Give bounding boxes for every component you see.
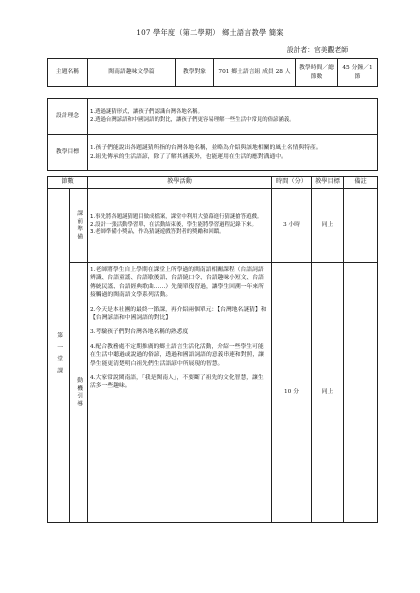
prep-goal: 同上 bbox=[312, 189, 344, 263]
prep-note bbox=[344, 189, 378, 263]
concept-label: 設計理念 bbox=[48, 99, 88, 135]
motivation-goal: 同上 bbox=[312, 263, 344, 523]
header-time: 時間（分） bbox=[272, 177, 312, 189]
prep-activity bbox=[88, 189, 272, 263]
header-session: 節數 bbox=[48, 177, 88, 189]
audience-label: 教學對象 bbox=[176, 59, 214, 87]
prep-line: 1.事先將各題謎猜題目做成檔案，課堂中利用大螢幕進行猜謎搶答遊戲。 bbox=[90, 213, 263, 220]
objective-line: 1.孩子們能說出各題謎猜所指的台灣各地名稱，並略為介紹與該地相關的風土名情與特產。 bbox=[90, 145, 322, 152]
objective-text bbox=[88, 135, 378, 171]
prep-line: 2.設計一張活動學習單，在活動結束後，學生能將學習過程記錄下來。 bbox=[90, 221, 257, 228]
theme-label: 主題名稱 bbox=[48, 59, 88, 87]
designer-line: 設計者：官美觀老師 bbox=[286, 46, 348, 54]
page-title: 107 學年度（第二學期） 鄉土語言教學 簡案 bbox=[136, 28, 284, 37]
motivation-paragraph: 4.大家常說閩南語，「我是閩南人」，不要斷了祖先的文化智慧，讓生活多一些趣味。 bbox=[90, 374, 264, 390]
motivation-label: 動機引導 bbox=[70, 263, 88, 523]
header-note: 備註 bbox=[344, 177, 378, 189]
header-goal: 教學目標 bbox=[312, 177, 344, 189]
concept-text bbox=[88, 99, 378, 135]
motivation-time: 10 分 bbox=[272, 263, 312, 523]
plan-table bbox=[47, 176, 378, 523]
motivation-paragraph: 4.配合教務處不定期推廣的鄉土語言生活化活動，介紹一些學生可能在生活中聽過或說過的俗諺，透過和國語詞語的意義串連和對照，讓學生能更清楚明白祖先們生活語諺中所展現的智慧。 bbox=[90, 343, 264, 367]
header-activity: 教學活動 bbox=[88, 177, 272, 189]
motivation-paragraph: 1.老師將學生自上學期在課堂上所學過的閩南語相關課程（台語詞語辨識、台語童謠、台語歇後語、台語繞口令、台語趣味小短文、台語傳統民謠、台語經典歌曲……）先簡單復習過，讓學生回溯一年來所接觸過的閩南語文學系列活動。 bbox=[90, 267, 264, 299]
concept-line: 2.透過台灣諺語和中國詞語的對比，讓孩子們更容易理解一些生活中常見的俗諺涵義。 bbox=[90, 116, 295, 123]
audience-value: 701 鄉土語言組 成員 28 人 bbox=[214, 59, 296, 87]
prep-line: 3.老師準備小獎品，作為猜謎遊戲答對者的獎勵和回饋。 bbox=[90, 229, 225, 236]
concept-line: 1.透過謎猜形式，讓孩子們認識台灣各地名稱。 bbox=[90, 108, 203, 115]
motivation-note bbox=[344, 263, 378, 523]
objective-line: 2.組先傳承的生活語諺，除了了解其涵義外，也能運用在生活的應對溝通中。 bbox=[90, 153, 287, 160]
objective-label: 教學目標 bbox=[48, 135, 88, 171]
motivation-paragraph: 3.考驗孩子們對台灣各地名稱的熟悉度 bbox=[90, 329, 189, 336]
time-label: 教學時間／總節數 bbox=[296, 59, 338, 87]
theme-value: 閩南語趣味文學篇 bbox=[88, 59, 176, 87]
motivation-paragraph: 2.今天是本社團的最終一節課，再介紹兩個單元：【台灣地名謎猜】和【台灣諺語和中國詞語的對比】 bbox=[90, 306, 267, 321]
motivation-activity bbox=[88, 263, 272, 523]
info-table bbox=[47, 58, 378, 87]
prep-label: 課前準備 bbox=[70, 189, 88, 263]
goal-table bbox=[47, 98, 378, 171]
session-label: 第一堂課 bbox=[48, 189, 70, 523]
time-value: 45 分鐘／1 節 bbox=[338, 59, 378, 87]
prep-time: 3 小時 bbox=[272, 189, 312, 263]
